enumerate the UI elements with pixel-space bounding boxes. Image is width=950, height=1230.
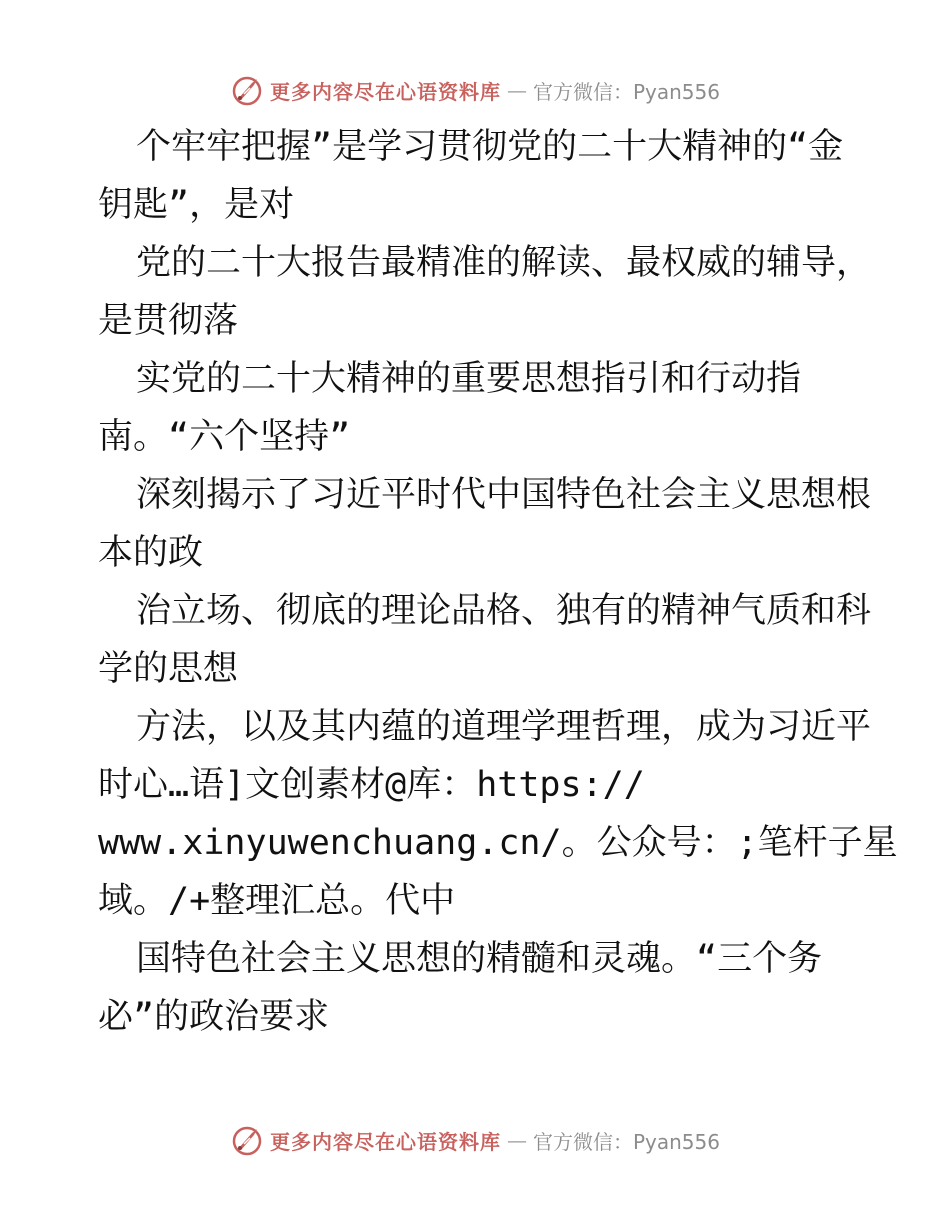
text-line-12: 时心…语]文创素材@库：https:// — [98, 765, 645, 805]
header-contact-text: 官方微信：Pyan556 — [532, 79, 720, 104]
header-separator: — — [506, 78, 527, 102]
quill-pen-logo-icon — [230, 73, 264, 107]
text-line-8: 本的政 — [98, 533, 204, 573]
text-line-10: 学的思想 — [98, 649, 239, 689]
text-line-2: 钥匙”，是对 — [98, 185, 295, 225]
quill-pen-logo-icon — [230, 1123, 264, 1157]
footer-separator: — — [506, 1128, 527, 1152]
footer-banner-inner — [230, 1123, 720, 1157]
document-body — [98, 118, 898, 1046]
header-banner-inner — [230, 73, 720, 107]
text-line-3: 党的二十大报告最精准的解读、最权威的辅导， — [136, 243, 872, 283]
footer-contact-text: 官方微信：Pyan556 — [532, 1129, 720, 1154]
text-line-13: www.xinyuwenchuang.cn/。公众号：;笔杆子星 — [98, 823, 898, 863]
footer-banner — [0, 1120, 950, 1160]
footer-brand-text: 更多内容尽在心语资料库 — [269, 1129, 501, 1154]
text-line-5: 实党的二十大精神的重要思想指引和行动指 — [136, 359, 802, 399]
text-line-11: 方法，以及其内蕴的道理学理哲理，成为习近平 — [136, 707, 872, 747]
header-banner — [0, 70, 950, 110]
text-line-6: 南。“六个坚持” — [98, 417, 351, 457]
text-line-4: 是贯彻落 — [98, 301, 239, 341]
text-line-7: 深刻揭示了习近平时代中国特色社会主义思想根 — [136, 475, 872, 515]
text-line-1: 个牢牢把握”是学习贯彻党的二十大精神的“金 — [136, 127, 844, 167]
header-brand-text: 更多内容尽在心语资料库 — [269, 79, 501, 104]
text-line-9: 治立场、彻底的理论品格、独有的精神气质和科 — [136, 591, 872, 631]
text-line-14: 域。/+整理汇总。代中 — [98, 881, 456, 921]
text-line-15: 国特色社会主义思想的精髓和灵魂。“三个务 — [136, 939, 823, 979]
text-line-16: 必”的政治要求 — [98, 997, 330, 1037]
